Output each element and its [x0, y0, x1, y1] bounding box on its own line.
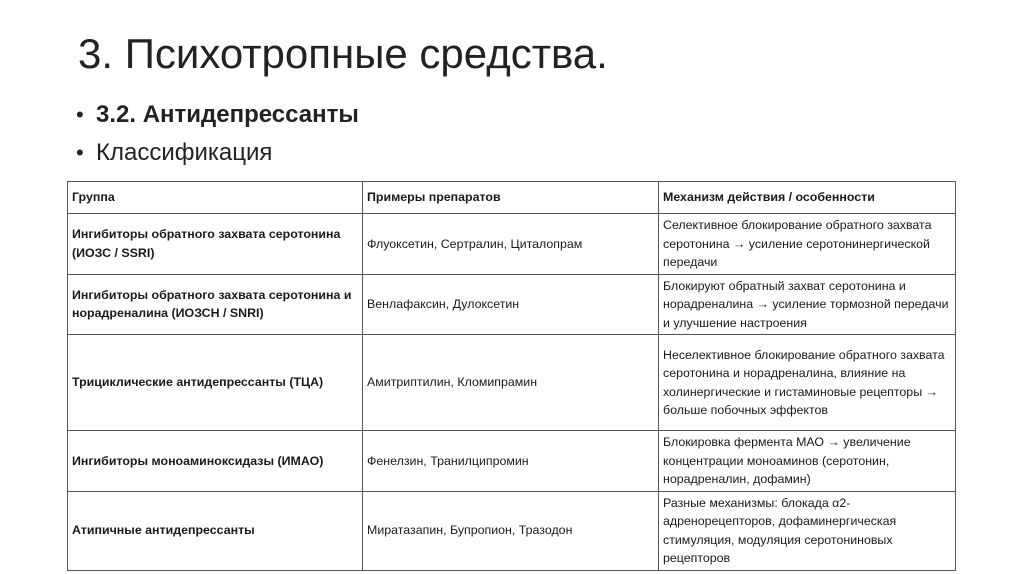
- cell-examples: Венлафаксин, Дулоксетин: [363, 274, 659, 335]
- bullet-text-classification: Классификация: [96, 139, 273, 166]
- classification-table-wrapper: [67, 181, 957, 571]
- table-row: [68, 335, 956, 431]
- bullet-dot-icon: •: [76, 102, 84, 127]
- cell-mechanism: Селективное блокирование обратного захвата серотонина → усиление серотонинергической передачи: [659, 214, 956, 275]
- slide-title: 3. Психотропные средства.: [78, 30, 608, 77]
- cell-group: Ингибиторы обратного захвата серотонина (ИОЗС / SSRI): [68, 214, 363, 275]
- table-row: [68, 431, 956, 492]
- bullet-dot-icon: •: [76, 140, 84, 165]
- table-row: [68, 274, 956, 335]
- cell-examples: Флуоксетин, Сертралин, Циталопрам: [363, 214, 659, 275]
- cell-mechanism: Блокировка фермента МАО → увеличение концентрации моноаминов (серотонин, норадреналин, дофамин): [659, 431, 956, 492]
- bullet-item-section: [76, 96, 359, 134]
- cell-mechanism: Разные механизмы: блокада α2-адренорецепторов, дофаминергическая стимуляция, модуляция серотониновых рецепторов: [659, 491, 956, 570]
- cell-group: Ингибиторы обратного захвата серотонина и норадреналина (ИОЗСН / SNRI): [68, 274, 363, 335]
- table-row: [68, 214, 956, 275]
- table-row: [68, 491, 956, 570]
- cell-examples: Миратазапин, Бупропион, Тразодон: [363, 491, 659, 570]
- header-examples: Примеры препаратов: [363, 182, 659, 214]
- cell-mechanism: Блокируют обратный захват серотонина и норадреналина → усиление тормозной передачи и улучшение настроения: [659, 274, 956, 335]
- cell-group: Атипичные антидепрессанты: [68, 491, 363, 570]
- header-mechanism: Механизм действия / особенности: [659, 182, 956, 214]
- cell-group: Ингибиторы моноаминоксидазы (ИМАО): [68, 431, 363, 492]
- cell-mechanism: Неселективное блокирование обратного захвата серотонина и норадреналина, влияние на холинергические и гистаминовые рецепторы → больше побочных эффектов: [659, 335, 956, 431]
- header-group: Группа: [68, 182, 363, 214]
- bullet-item-classification: [76, 134, 359, 172]
- cell-group: Трициклические антидепрессанты (ТЦА): [68, 335, 363, 431]
- classification-table: [67, 181, 956, 571]
- bullet-text-section: 3.2. Антидепрессанты: [96, 101, 359, 128]
- cell-examples: Амитриптилин, Кломипрамин: [363, 335, 659, 431]
- bullet-list: [76, 96, 359, 172]
- cell-examples: Фенелзин, Транилципромин: [363, 431, 659, 492]
- table-header-row: [68, 182, 956, 214]
